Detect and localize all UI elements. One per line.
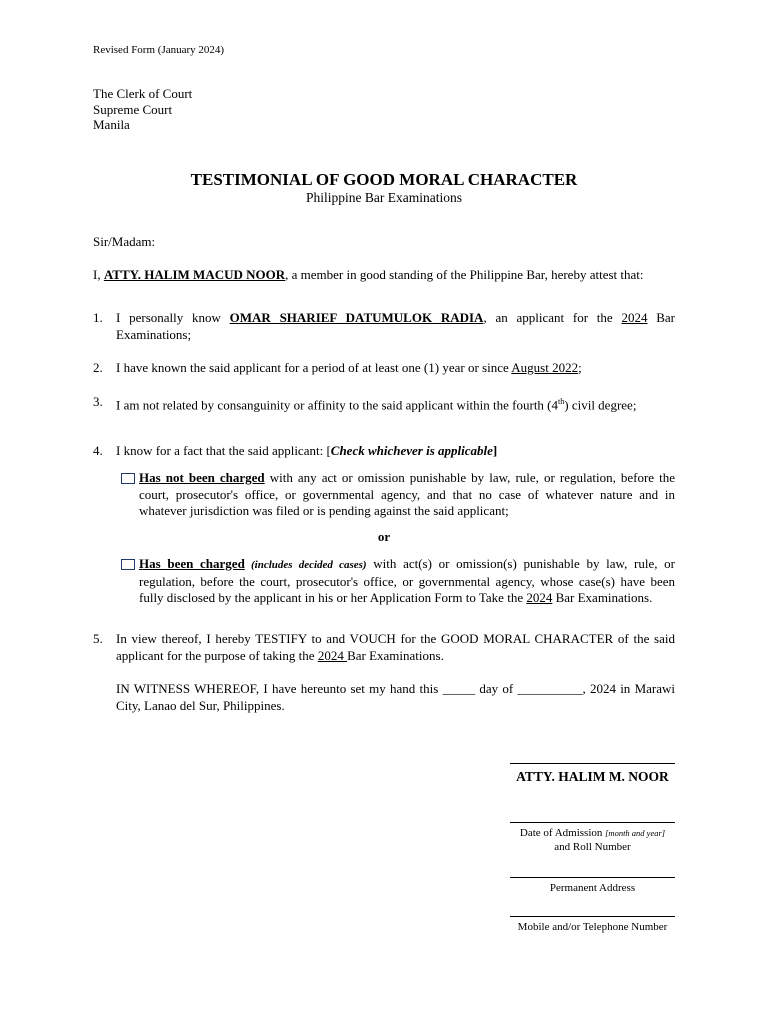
option-text: with any act or omission punishable by law, rule, or regulation, before the court, prosecutor's office, or governmental agency, and that no case of whatever nature and in whatever jurisdiction was filed or is pending against the said applicant; <box>139 470 676 518</box>
item-text: Bar Examinations. <box>347 647 444 663</box>
phone-field <box>510 916 675 934</box>
signature-line <box>510 763 675 764</box>
known-since-date: August 2022 <box>511 360 579 375</box>
item-4 <box>93 443 675 460</box>
exam-year: 2024 <box>317 647 348 663</box>
not-charged-checkbox[interactable] <box>121 473 135 484</box>
item-text: I know for a fact that the said applicant: [ <box>116 443 331 458</box>
item-text: ] <box>492 443 498 458</box>
charged-label: Has been charged <box>139 556 245 571</box>
address-line <box>510 877 675 878</box>
item-text: ) civil degree; <box>564 397 637 413</box>
signature-block <box>510 763 675 786</box>
option-text: Bar Examinations. <box>552 590 653 605</box>
phone-line <box>510 916 675 917</box>
ordinal-suffix: th <box>558 397 565 406</box>
option-not-charged <box>121 470 675 520</box>
item-1 <box>93 310 675 343</box>
addressee-line: Supreme Court <box>93 101 173 117</box>
admission-label: Date of Admission <box>519 827 606 839</box>
revised-form-note: Revised Form (January 2024) <box>93 44 225 56</box>
item-number: 1. <box>93 310 103 325</box>
intro-prefix: I, <box>93 267 104 282</box>
admission-note: [month and year] <box>605 828 666 838</box>
admission-line <box>510 822 675 823</box>
permanent-address-label: Permanent Address <box>549 882 636 894</box>
phone-label: Mobile and/or Telephone Number <box>517 921 668 933</box>
attorney-name: ATTY. HALIM MACUD NOOR <box>103 267 286 282</box>
check-instruction: Check whichever is applicable <box>330 443 493 458</box>
applicant-name: OMAR SHARIEF DATUMULOK RADIA <box>229 310 484 325</box>
item-text: ; <box>578 360 582 375</box>
charged-checkbox[interactable] <box>121 559 135 570</box>
item-text: In view thereof, I hereby TESTIFY to and VOUCH for the GOOD MORAL CHARACTER of the said applicant for the purpose of taking the <box>116 631 675 663</box>
option-text: with act(s) or omission(s) punishable by law, rule, or regulation, before the court, prosecutor's office, or governmental agency, whose case(s) have been fully disclosed by the applicant in his or her Application Form to Take the <box>139 556 675 605</box>
item-text: I am not related by consanguinity or affinity to the said applicant within the fourth (4 <box>116 397 559 413</box>
addressee-line: Manila <box>93 117 130 132</box>
item-text: I personally know <box>116 310 230 325</box>
roll-number-label: and Roll Number <box>554 841 631 853</box>
intro-suffix: , a member in good standing of the Philippine Bar, hereby attest that: <box>285 267 644 282</box>
addressee-line: The Clerk of Court <box>93 86 193 101</box>
signatory-name: ATTY. HALIM M. NOOR <box>516 769 669 784</box>
not-charged-label: Has not been charged <box>139 470 265 485</box>
item-2 <box>93 360 675 377</box>
item-text: Bar Examinations; <box>116 310 675 342</box>
intro-paragraph <box>93 267 675 284</box>
item-number: 5. <box>93 631 103 646</box>
admission-field <box>510 822 675 854</box>
item-number: 3. <box>93 394 103 409</box>
exam-year: 2024 <box>621 310 648 325</box>
option-charged <box>121 556 675 607</box>
salutation: Sir/Madam: <box>93 234 156 249</box>
addressee-block <box>93 86 192 133</box>
item-5 <box>93 631 675 664</box>
item-text: I have known the said applicant for a period of at least one (1) year or since <box>116 360 512 375</box>
document-title: TESTIMONIAL OF GOOD MORAL CHARACTER <box>190 170 578 189</box>
address-field <box>510 877 675 895</box>
exam-year: 2024 <box>526 590 553 605</box>
item-text: , an applicant for the <box>483 310 622 325</box>
document-subtitle: Philippine Bar Examinations <box>306 190 462 205</box>
item-number: 4. <box>93 443 103 458</box>
or-separator: or <box>377 529 391 544</box>
item-number: 2. <box>93 360 103 375</box>
item-3 <box>93 394 675 414</box>
witness-paragraph: IN WITNESS WHEREOF, I have hereunto set my hand this _____ day of __________, 2024 in Marawi City, Lanao del Sur, Philippines. <box>116 681 675 713</box>
charged-note: (includes decided cases) <box>244 559 367 571</box>
